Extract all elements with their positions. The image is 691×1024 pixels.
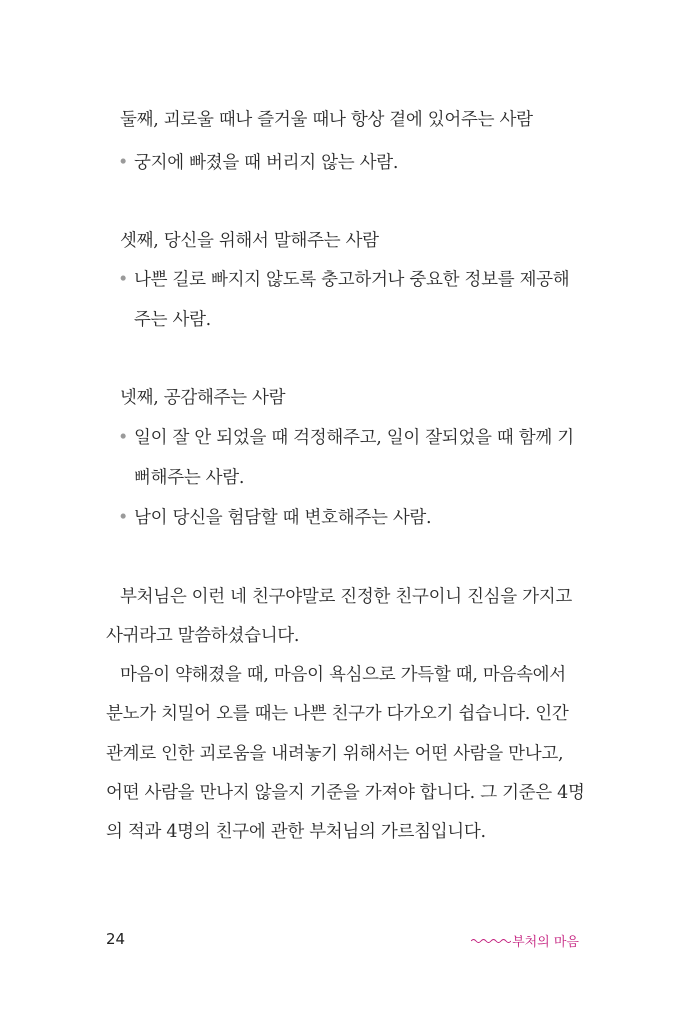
bullet-text: 남이 당신을 험담할 때 변호해주는 사람. <box>134 508 432 528</box>
paragraph-line: 분노가 치밀어 오를 때는 나쁜 친구가 다가오기 쉽습니다. 인간 <box>106 704 569 724</box>
heading-second: 둘째, 괴로울 때나 즐거울 때나 항상 곁에 있어주는 사람 <box>120 110 533 130</box>
bullet-icon: • <box>118 153 129 173</box>
bullet-continuation: 뻐해주는 사람. <box>134 468 245 488</box>
paragraph-line: 부처님은 이런 네 친구야말로 진정한 친구이니 진심을 가지고 <box>120 587 572 607</box>
bullet-item <box>118 266 569 291</box>
bullet-text: 나쁜 길로 빠지지 않도록 충고하거나 중요한 정보를 제공해 <box>134 270 570 290</box>
paragraph-line: 마음이 약해졌을 때, 마음이 욕심으로 가득할 때, 마음속에서 <box>120 665 566 685</box>
bullet-text: 궁지에 빠졌을 때 버리지 않는 사람. <box>134 153 399 173</box>
bullet-icon: • <box>118 428 129 448</box>
bullet-icon: • <box>118 270 129 290</box>
paragraph-line: 사귀라고 말씀하셨습니다. <box>106 626 300 646</box>
paragraph-line: 의 적과 4명의 친구에 관한 부처님의 가르침입니다. <box>106 822 486 842</box>
bullet-item <box>118 149 398 174</box>
running-footer-title: 부처의 마음 <box>512 935 579 950</box>
page-number: 24 <box>106 930 126 948</box>
bullet-text: 일이 잘 안 되었을 때 걱정해주고, 일이 잘되었을 때 함께 기 <box>134 428 574 448</box>
bullet-continuation: 주는 사람. <box>134 310 211 330</box>
wave-ornament-icon <box>471 937 511 945</box>
paragraph-line: 관계로 인한 괴로움을 내려놓기 위해서는 어떤 사람을 만나고, <box>106 744 564 764</box>
heading-fourth: 넷째, 공감해주는 사람 <box>120 388 286 408</box>
bullet-item <box>118 424 574 449</box>
paragraph-line: 어떤 사람을 만나지 않을지 기준을 가져야 합니다. 그 기준은 4명 <box>106 783 585 803</box>
bullet-icon: • <box>118 508 129 528</box>
heading-third: 셋째, 당신을 위해서 말해주는 사람 <box>120 231 379 251</box>
bullet-item <box>118 504 431 529</box>
